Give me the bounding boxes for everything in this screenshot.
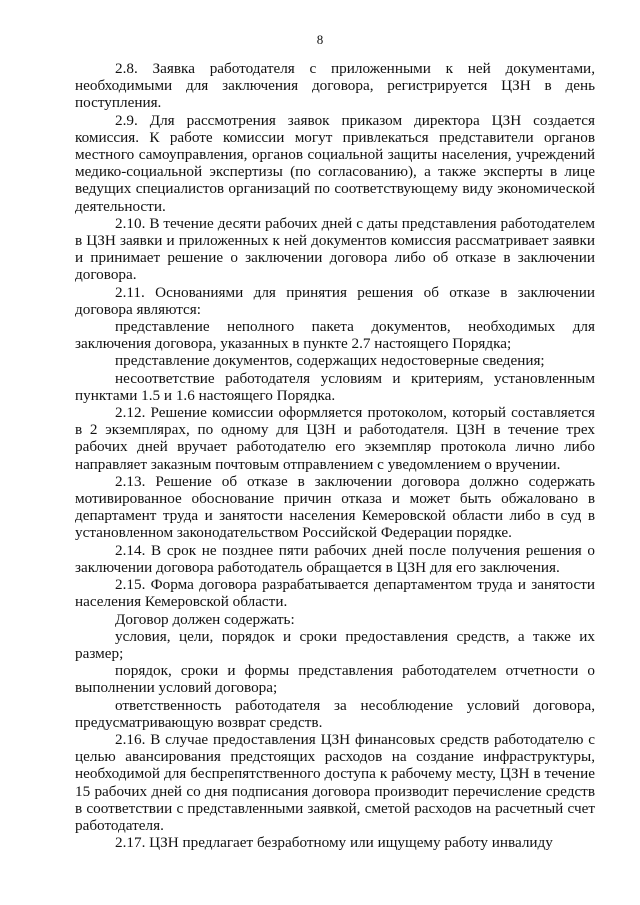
paragraph-2-13: 2.13. Решение об отказе в заключении договора должно содержать мотивированное обоснование причин отказа и может быть обжаловано в департамент труда и занятости населения Кемеровской области либо в суд в установленном законодательством Российской Федерации порядке. — [75, 472, 595, 542]
contract-contents-intro: Договор должен содержать: — [115, 610, 295, 628]
page-number: 8 — [316, 32, 324, 47]
list-item-incomplete-documents: представление неполного пакета документов, необходимых для заключения договора, указанных в пункте 2.7 настоящего Порядка; — [75, 318, 595, 353]
paragraph-2-17: 2.17. ЦЗН предлагает безработному или ищущему работу инвалиду — [115, 834, 553, 852]
paragraph-2-15: 2.15. Форма договора разрабатывается департаментом труда и занятости населения Кемеровской области. — [75, 576, 595, 611]
paragraph-2-12: 2.12. Решение комиссии оформляется протоколом, который составляется в 2 экземплярах, по одному для ЦЗН и работодателя. ЦЗН в течение трех рабочих дней вручает работодателю его экземпляр протокола лично либо направляет заказным почтовым отправлением с уведомлением о вручении. — [75, 404, 595, 473]
document-body — [75, 60, 595, 851]
paragraph-2-8: 2.8. Заявка работодателя с приложенными к ней документами, необходимыми для заключения договора, регистрируется ЦЗН в день поступления. — [75, 60, 595, 112]
paragraph-2-16: 2.16. В случае предоставления ЦЗН финансовых средств работодателю с целью авансирования предстоящих расходов на создание инфраструктуры, необходимой для беспрепятственного доступа к рабочему месту, ЦЗН в течение 15 рабочих дней со дня подписания договора производит перечисление средств в соответствии с представленными заявкой, сметой расходов на расчетный счет работодателя. — [75, 730, 595, 834]
list-item-false-information: представление документов, содержащих недостоверные сведения; — [115, 352, 545, 370]
list-item-responsibility: ответственность работодателя за несоблюдение условий договора, предусматривающую возврат средств. — [75, 696, 595, 731]
list-item-noncompliance: несоответствие работодателя условиям и критериям, установленным пунктами 1.5 и 1.6 настоящего Порядка. — [75, 369, 595, 404]
list-item-reporting: порядок, сроки и формы представления работодателем отчетности о выполнении условий договора; — [75, 662, 595, 697]
paragraph-2-14: 2.14. В срок не позднее пяти рабочих дней после получения решения о заключении договора работодатель обращается в ЦЗН для его заключения. — [75, 541, 595, 576]
paragraph-2-11: 2.11. Основаниями для принятия решения об отказе в заключении договора являются: — [75, 283, 595, 318]
list-item-conditions: условия, цели, порядок и сроки предоставления средств, а также их размер; — [75, 627, 595, 662]
paragraph-2-9: 2.9. Для рассмотрения заявок приказом директора ЦЗН создается комиссия. К работе комиссии могут привлекаться представители органов местного самоуправления, органов социальной защиты населения, учреждений медико-социальной экспертизы (по согласованию), а также эксперты в лице ведущих специалистов организаций по соответствующему виду экономической деятельности. — [75, 111, 595, 215]
paragraph-2-10: 2.10. В течение десяти рабочих дней с даты представления работодателем в ЦЗН заявки и приложенных к ней документов комиссия рассматривает заявки и принимает решение о заключении договора либо об отказе в заключении договора. — [75, 214, 595, 284]
